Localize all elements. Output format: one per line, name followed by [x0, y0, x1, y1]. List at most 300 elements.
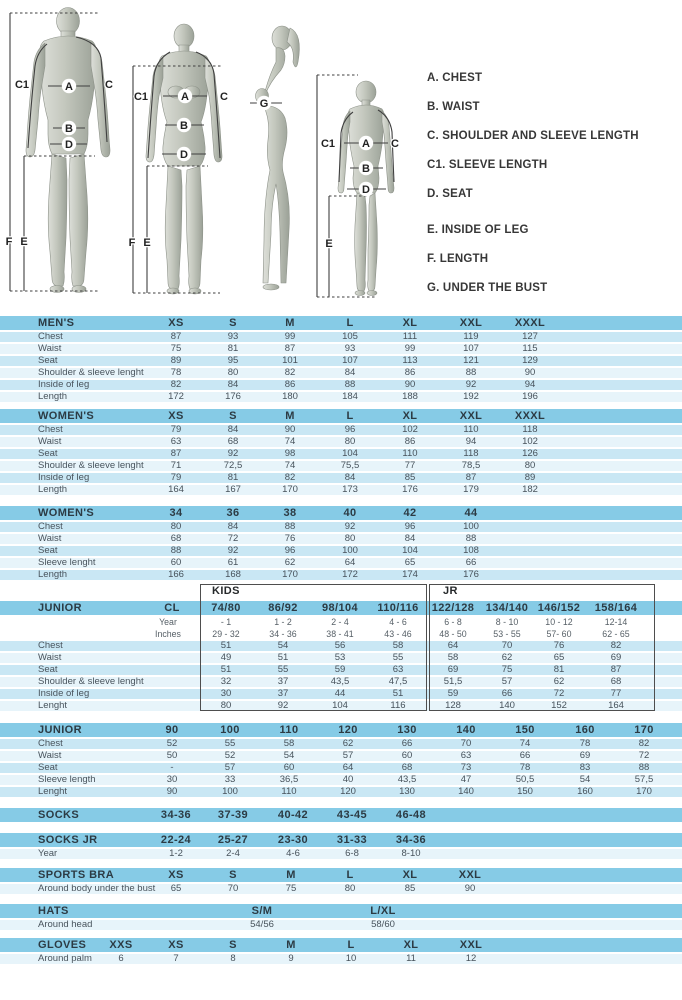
column-header: 46-48 — [395, 809, 427, 821]
table-cell: 81 — [227, 472, 239, 483]
table-title: GLOVES — [38, 939, 87, 951]
row-label: Around body under the bust — [38, 883, 156, 894]
column-header: XL — [402, 317, 418, 329]
table-cell: 102 — [402, 424, 418, 435]
table-cell: 61 — [227, 557, 239, 568]
table-row — [0, 425, 682, 435]
table-cell: 63 — [170, 436, 182, 447]
table-cell: 64 — [447, 640, 459, 651]
table-cell: 82 — [638, 738, 650, 749]
table-group-row — [0, 584, 682, 599]
column-header: L — [346, 317, 354, 329]
table-cell: 1-2 — [169, 848, 183, 859]
table-cell: 64 — [342, 762, 354, 773]
table-row — [0, 787, 682, 797]
figure-marker-man-F: F — [5, 236, 13, 248]
table-row — [0, 751, 682, 761]
row-label: Seat — [38, 448, 58, 459]
figure-marker-man-E: E — [20, 236, 28, 248]
table-cell: 92 — [277, 700, 289, 711]
table-cell: 80 — [227, 367, 239, 378]
column-header: 146/152 — [537, 602, 581, 614]
table-mens — [0, 316, 682, 402]
table-cell: 65 — [404, 557, 416, 568]
table-title: MEN'S — [38, 317, 75, 329]
table-cell: 53 — [334, 652, 346, 663]
table-cell: 170 — [282, 484, 298, 495]
table-row — [0, 534, 682, 544]
row-label: Around head — [38, 919, 93, 930]
table-cell: 81 — [227, 343, 239, 354]
table-cell: 54 — [579, 774, 591, 785]
column-header: 110/116 — [377, 602, 419, 614]
table-cell: 170 — [282, 569, 298, 580]
table-title: WOMEN'S — [38, 507, 95, 519]
column-header: 86/92 — [268, 602, 298, 614]
table-row — [0, 701, 682, 711]
figure-marker-woman-F: F — [128, 237, 136, 249]
figure-marker-child-B: B — [362, 163, 370, 175]
table-cell: 74 — [519, 738, 531, 749]
column-header: 90 — [165, 724, 179, 736]
table-cell: 80 — [524, 460, 536, 471]
table-subrow — [0, 617, 682, 627]
table-title: SPORTS BRA — [38, 869, 115, 881]
table-cell: 63 — [392, 664, 404, 675]
figure-marker-child-C1: C1 — [320, 138, 336, 150]
table-cell: 40 — [342, 774, 354, 785]
table-cell: 176 — [225, 391, 241, 402]
figure-marker-woman-side-G: G — [259, 98, 269, 110]
table-cell: 170 — [636, 786, 652, 797]
table-cell: 184 — [342, 391, 358, 402]
figure-marker-woman-C1: C1 — [133, 91, 149, 103]
legend-item-F: F. LENGTH — [427, 253, 489, 265]
table-cell: 118 — [522, 424, 538, 435]
table-title: HATS — [38, 905, 69, 917]
table-cell: 57 — [501, 676, 513, 687]
table-row — [0, 849, 682, 859]
table-cell: 47,5 — [388, 676, 408, 687]
table-cell: 168 — [225, 569, 241, 580]
figure-marker-man-C1: C1 — [14, 79, 30, 91]
column-header: 110 — [279, 724, 299, 736]
table-cell: 51 — [220, 640, 232, 651]
table-cell: 8 - 10 — [495, 617, 519, 627]
table-cell: 87 — [170, 448, 182, 459]
table-cell: 121 — [463, 355, 479, 366]
row-label: Shoulder & sleeve lenght — [38, 460, 144, 471]
table-cell: 176 — [402, 484, 418, 495]
table-cell: 9 — [288, 953, 294, 964]
table-cell: 92 — [227, 448, 239, 459]
table-cell: 8 — [230, 953, 236, 964]
table-cell: 59 — [447, 688, 459, 699]
table-cell: 72 — [638, 750, 650, 761]
group-label-JR: JR — [443, 585, 458, 597]
table-cell: 108 — [463, 545, 479, 556]
table-cell: 119 — [463, 331, 479, 342]
table-cell: 48 - 50 — [439, 629, 467, 639]
table-cell: 93 — [344, 343, 356, 354]
table-cell: 12 — [465, 953, 477, 964]
table-cell: 72 — [227, 533, 239, 544]
row-label: Lenght — [38, 786, 68, 797]
body-figures-illustration — [0, 0, 682, 308]
table-cell: 76 — [284, 533, 296, 544]
table-cell: 100 — [222, 786, 238, 797]
legend-item-A: A. CHEST — [427, 72, 483, 84]
table-header-row — [0, 506, 682, 520]
table-row — [0, 368, 682, 378]
table-sports-bra — [0, 868, 682, 894]
table-cell: 90 — [464, 883, 476, 894]
table-cell: 78 — [579, 738, 591, 749]
table-cell: 94 — [524, 379, 536, 390]
table-cell: 76 — [553, 640, 565, 651]
table-cell: - — [170, 762, 174, 773]
column-header: 98/104 — [321, 602, 359, 614]
column-header: S — [229, 410, 237, 422]
row-label: Length — [38, 569, 68, 580]
table-row — [0, 665, 682, 675]
table-cell: 196 — [522, 391, 538, 402]
row-label: Seat — [38, 664, 58, 675]
table-cell: 111 — [402, 331, 418, 342]
row-label: Around palm — [38, 953, 92, 964]
table-cell: 43,5 — [397, 774, 417, 785]
table-cell: 79 — [170, 424, 182, 435]
table-cell: 68 — [401, 762, 413, 773]
table-cell: 68 — [610, 676, 622, 687]
legend-item-G: G. UNDER THE BUST — [427, 282, 548, 294]
table-cell: 80 — [344, 883, 356, 894]
table-cell: 77 — [404, 460, 416, 471]
table-cell: 36,5 — [279, 774, 299, 785]
row-label: Seat — [38, 355, 58, 366]
table-cell: 30 — [166, 774, 178, 785]
table-row — [0, 522, 682, 532]
table-cell: 74 — [284, 436, 296, 447]
table-cell: 75 — [501, 664, 513, 675]
table-cell: 89 — [524, 472, 536, 483]
column-header: M — [286, 869, 296, 881]
figure-marker-child-E: E — [325, 238, 333, 250]
table-cell: 59 — [334, 664, 346, 675]
table-row — [0, 775, 682, 785]
table-cell: 50,5 — [515, 774, 535, 785]
table-cell: 100 — [463, 521, 479, 532]
table-cell: 30 — [220, 688, 232, 699]
table-cell: 75 — [285, 883, 297, 894]
table-cell: 52 — [166, 738, 178, 749]
table-header-row — [0, 723, 682, 737]
table-cell: 110 — [463, 424, 479, 435]
table-cell: 37 — [277, 688, 289, 699]
table-cell: 173 — [342, 484, 358, 495]
corner-header: CL — [164, 602, 180, 614]
column-header: XXL — [459, 317, 483, 329]
table-row — [0, 449, 682, 459]
table-cell: 10 - 12 — [545, 617, 573, 627]
table-cell: 63 — [460, 750, 472, 761]
table-cell: 78 — [519, 762, 531, 773]
table-header-row — [0, 833, 682, 847]
table-row — [0, 653, 682, 663]
table-cell: 75 — [170, 343, 182, 354]
table-cell: 70 — [227, 883, 239, 894]
table-cell: 10 — [345, 953, 357, 964]
table-header-row — [0, 868, 682, 882]
column-header: 120 — [338, 724, 358, 736]
table-title: WOMEN'S — [38, 410, 95, 422]
column-header: XS — [168, 939, 184, 951]
table-cell: 90 — [166, 786, 178, 797]
size-tables — [0, 316, 682, 964]
table-title: JUNIOR — [38, 602, 82, 614]
table-cell: 69 — [610, 652, 622, 663]
table-socks — [0, 808, 682, 822]
table-cell: 62 — [342, 738, 354, 749]
table-row — [0, 763, 682, 773]
table-cell: 94 — [465, 436, 477, 447]
table-cell: 70 — [460, 738, 472, 749]
table-row — [0, 380, 682, 390]
table-cell: 88 — [465, 533, 477, 544]
table-cell: 82 — [610, 640, 622, 651]
table-cell: 84 — [227, 424, 239, 435]
table-cell: 78 — [170, 367, 182, 378]
figure-marker-woman-D: D — [180, 149, 188, 161]
table-cell: 192 — [463, 391, 479, 402]
table-cell: 96 — [284, 545, 296, 556]
column-header: 38 — [283, 507, 297, 519]
table-cell: 130 — [399, 786, 415, 797]
table-row — [0, 558, 682, 568]
table-cell: 52 — [224, 750, 236, 761]
table-cell: 80 — [344, 436, 356, 447]
table-hats — [0, 904, 682, 930]
table-row — [0, 954, 682, 964]
column-header: XL — [402, 869, 418, 881]
figure-woman-side — [256, 26, 300, 290]
table-cell: 160 — [577, 786, 593, 797]
column-header: 34-36 — [395, 834, 427, 846]
table-cell: 2 - 4 — [331, 617, 349, 627]
table-cell: 55 — [224, 738, 236, 749]
table-cell: 57 — [342, 750, 354, 761]
table-cell: 99 — [404, 343, 416, 354]
table-cell: 62 — [553, 676, 565, 687]
figure-marker-child-A: A — [362, 138, 370, 150]
table-cell: 8-10 — [401, 848, 421, 859]
table-cell: 140 — [499, 700, 515, 711]
row-label: Chest — [38, 738, 63, 749]
table-cell: 60 — [170, 557, 182, 568]
table-cell: 50 — [166, 750, 178, 761]
column-header: XS — [168, 869, 184, 881]
table-cell: 7 — [173, 953, 179, 964]
table-cell: 70 — [501, 640, 513, 651]
table-cell: 72,5 — [223, 460, 243, 471]
table-cell: 62 - 65 — [602, 629, 630, 639]
row-label: Length — [38, 484, 68, 495]
table-cell: 104 — [332, 700, 348, 711]
table-cell: 75,5 — [340, 460, 360, 471]
table-cell: 88 — [638, 762, 650, 773]
table-cell: 152 — [551, 700, 567, 711]
table-cell: 86 — [404, 367, 416, 378]
table-cell: 78,5 — [461, 460, 481, 471]
table-cell: 95 — [227, 355, 239, 366]
column-header: 25-27 — [217, 834, 249, 846]
column-header: 130 — [397, 724, 417, 736]
row-label: Year — [159, 617, 177, 627]
table-cell: 188 — [402, 391, 418, 402]
table-cell: 87 — [170, 331, 182, 342]
table-cell: 166 — [168, 569, 184, 580]
table-cell: 90 — [404, 379, 416, 390]
table-cell: 56 — [334, 640, 346, 651]
column-header: XL — [402, 410, 418, 422]
table-cell: 87 — [610, 664, 622, 675]
table-cell: 93 — [227, 331, 239, 342]
table-cell: 82 — [170, 379, 182, 390]
table-cell: 82 — [284, 472, 296, 483]
column-header: M — [286, 939, 296, 951]
table-header-row — [0, 409, 682, 423]
table-cell: 102 — [522, 436, 538, 447]
table-junior-numeric — [0, 723, 682, 797]
table-cell: 43 - 46 — [384, 629, 412, 639]
table-row — [0, 546, 682, 556]
column-header: XXL — [459, 939, 483, 951]
table-header-row — [0, 808, 682, 822]
column-header: 31-33 — [336, 834, 368, 846]
table-cell: 88 — [344, 379, 356, 390]
table-cell: 88 — [170, 545, 182, 556]
legend-item-C: C. SHOULDER AND SLEEVE LENGTH — [427, 130, 639, 142]
row-label: Chest — [38, 331, 63, 342]
column-header: L — [346, 869, 354, 881]
table-cell: 104 — [342, 448, 358, 459]
column-header: S/M — [251, 905, 273, 917]
table-cell: 6-8 — [345, 848, 359, 859]
table-cell: 172 — [342, 569, 358, 580]
table-cell: 71 — [170, 460, 182, 471]
table-womens-numeric — [0, 506, 682, 580]
table-cell: 29 - 32 — [212, 629, 240, 639]
column-header: S — [229, 869, 237, 881]
table-cell: 58 — [283, 738, 295, 749]
table-cell: 90 — [284, 424, 296, 435]
table-cell: 54 — [283, 750, 295, 761]
row-label: Chest — [38, 521, 63, 532]
column-header: XXL — [458, 869, 482, 881]
table-header-row — [0, 938, 682, 952]
table-cell: 87 — [465, 472, 477, 483]
table-cell: 87 — [284, 343, 296, 354]
table-cell: 60 — [283, 762, 295, 773]
table-cell: 44 — [334, 688, 346, 699]
table-cell: 69 — [579, 750, 591, 761]
table-cell: 51 — [392, 688, 404, 699]
table-cell: 167 — [225, 484, 241, 495]
figure-marker-woman-C: C — [220, 91, 228, 103]
table-row — [0, 356, 682, 366]
table-title: JUNIOR — [38, 724, 82, 736]
table-row — [0, 473, 682, 483]
figure-marker-woman-B: B — [180, 120, 188, 132]
column-header: 44 — [464, 507, 478, 519]
table-socks-jr — [0, 833, 682, 859]
table-cell: 68 — [227, 436, 239, 447]
table-cell: 79 — [170, 472, 182, 483]
table-cell: 74 — [284, 460, 296, 471]
table-cell: 38 - 41 — [326, 629, 354, 639]
row-label: Seat — [38, 762, 58, 773]
row-label: Sleeve lenght — [38, 557, 96, 568]
table-cell: 66 — [401, 738, 413, 749]
figure-marker-man-B: B — [65, 123, 73, 135]
table-cell: 66 — [465, 557, 477, 568]
column-header: 34 — [169, 507, 183, 519]
table-cell: 58/60 — [371, 919, 395, 930]
table-cell: 107 — [342, 355, 358, 366]
table-title: SOCKS — [38, 809, 80, 821]
legend-item-C1: C1. SLEEVE LENGTH — [427, 159, 548, 171]
table-cell: 100 — [342, 545, 358, 556]
table-row — [0, 570, 682, 580]
row-label: Year — [38, 848, 58, 859]
column-header: L/XL — [370, 905, 396, 917]
table-cell: 84 — [344, 472, 356, 483]
table-cell: 55 — [392, 652, 404, 663]
table-cell: 72 — [553, 688, 565, 699]
table-row — [0, 332, 682, 342]
table-cell: 80 — [170, 521, 182, 532]
column-header: S — [229, 317, 237, 329]
table-cell: 105 — [342, 331, 358, 342]
table-cell: 101 — [282, 355, 298, 366]
table-cell: 32 — [220, 676, 232, 687]
table-header-row — [0, 316, 682, 330]
column-header: XXS — [109, 939, 133, 951]
table-row — [0, 461, 682, 471]
column-header: 122/128 — [431, 602, 475, 614]
column-header: M — [285, 317, 295, 329]
row-label: Shoulder & sleeve lenght — [38, 367, 144, 378]
table-cell: 84 — [227, 521, 239, 532]
table-cell: 164 — [608, 700, 624, 711]
table-junior-cl — [0, 584, 682, 711]
table-cell: 6 - 8 — [444, 617, 462, 627]
table-cell: 129 — [522, 355, 538, 366]
table-cell: 51 — [220, 664, 232, 675]
column-header: XS — [168, 317, 184, 329]
table-row — [0, 641, 682, 651]
table-cell: 12-14 — [604, 617, 628, 627]
column-header: 74/80 — [211, 602, 241, 614]
figure-marker-woman-E: E — [143, 237, 151, 249]
table-cell: 6 — [118, 953, 124, 964]
table-row — [0, 437, 682, 447]
table-gloves — [0, 938, 682, 964]
table-cell: 65 — [170, 883, 182, 894]
figure-marker-man-A: A — [65, 81, 73, 93]
table-cell: 62 — [284, 557, 296, 568]
table-row — [0, 677, 682, 687]
